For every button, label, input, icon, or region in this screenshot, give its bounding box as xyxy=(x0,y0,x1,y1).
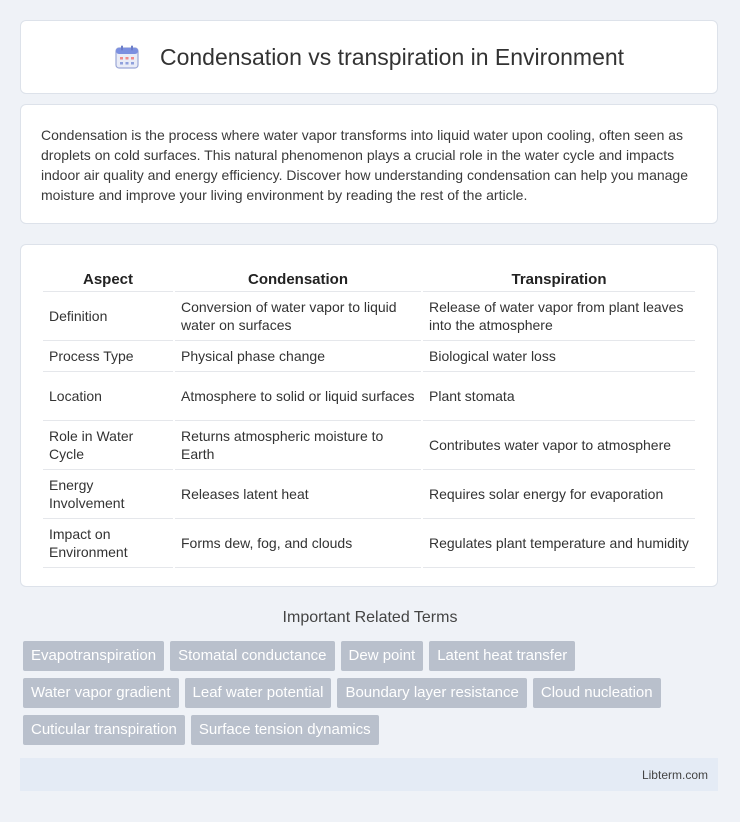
table-cell: Conversion of water vapor to liquid water on surfaces xyxy=(175,291,421,340)
header-card xyxy=(20,20,718,94)
table-cell: Physical phase change xyxy=(175,340,421,371)
table-header-row xyxy=(43,267,695,291)
table-header: Aspect xyxy=(82,270,134,288)
calendar-icon xyxy=(114,44,140,70)
footer xyxy=(20,758,718,791)
footer-brand-link[interactable]: Libterm.com xyxy=(641,767,708,782)
table-cell: Forms dew, fog, and clouds xyxy=(175,518,421,568)
table-cell: Release of water vapor from plant leaves into the atmosphere xyxy=(423,291,695,340)
page-title: Condensation vs transpiration in Environment xyxy=(159,43,625,70)
comparison-card xyxy=(20,244,718,587)
related-term-tag[interactable]: Evapotranspiration xyxy=(23,641,164,671)
table-row xyxy=(43,371,695,420)
comparison-table xyxy=(41,267,697,568)
intro-text: Condensation is the process where water vapor transforms into liquid water upon cooling, often seen as droplets on cold surfaces. This natural phenomenon plays a crucial role in the water cycle and impacts indoor air quality and energy efficiency. Discover how understanding condensation can help you manage moisture and improve your living environment by reading the rest of the article. xyxy=(41,127,689,203)
related-term-tag[interactable]: Cuticular transpiration xyxy=(23,715,185,745)
table-cell: Requires solar energy for evaporation xyxy=(423,469,695,518)
table-cell: Biological water loss xyxy=(423,340,695,371)
table-row xyxy=(43,469,695,518)
table-row xyxy=(43,340,695,371)
related-term-tag[interactable]: Stomatal conductance xyxy=(170,641,334,671)
related-term-tag[interactable]: Leaf water potential xyxy=(185,678,332,708)
table-row xyxy=(43,518,695,568)
related-term-tag[interactable]: Water vapor gradient xyxy=(23,678,179,708)
related-term-tag[interactable]: Latent heat transfer xyxy=(429,641,575,671)
related-term-tag[interactable]: Dew point xyxy=(341,641,424,671)
table-row xyxy=(43,420,695,469)
table-cell: Process Type xyxy=(43,340,173,371)
table-cell: Impact on Environment xyxy=(43,518,173,568)
table-cell: Releases latent heat xyxy=(175,469,421,518)
table-cell: Role in Water Cycle xyxy=(43,420,173,469)
related-term-tag[interactable]: Cloud nucleation xyxy=(533,678,661,708)
related-terms-list xyxy=(23,641,723,752)
table-cell: Location xyxy=(43,371,173,420)
table-cell: Definition xyxy=(43,291,173,340)
table-cell: Atmosphere to solid or liquid surfaces xyxy=(175,371,421,420)
table-header: Transpiration xyxy=(511,270,607,288)
table-cell: Energy Involvement xyxy=(43,469,173,518)
related-term-tag[interactable]: Surface tension dynamics xyxy=(191,715,379,745)
table-cell: Regulates plant temperature and humidity xyxy=(423,518,695,568)
table-header: Condensation xyxy=(248,270,348,288)
related-term-tag[interactable]: Boundary layer resistance xyxy=(337,678,526,708)
table-cell: Contributes water vapor to atmosphere xyxy=(423,420,695,469)
intro-card xyxy=(20,104,718,224)
table-cell: Plant stomata xyxy=(423,371,695,420)
table-cell: Returns atmospheric moisture to Earth xyxy=(175,420,421,469)
related-terms-title: Important Related Terms xyxy=(282,609,458,626)
table-row xyxy=(43,291,695,340)
